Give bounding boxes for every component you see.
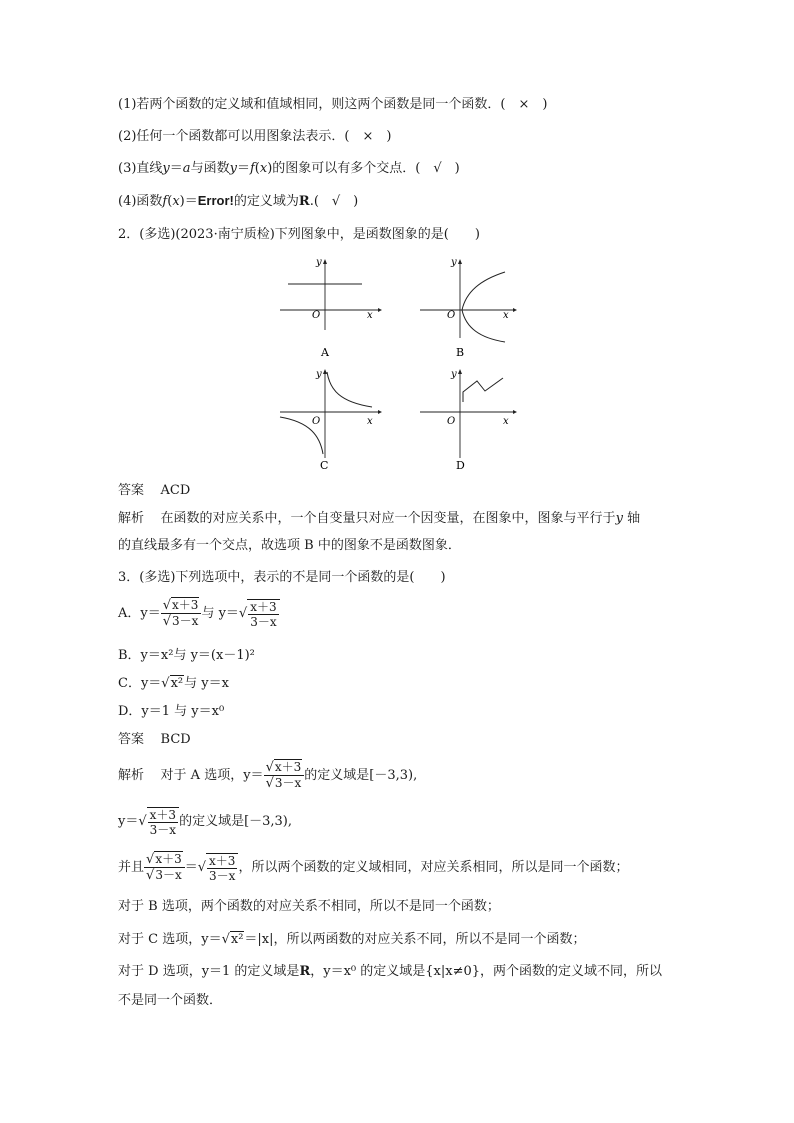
explanation-3-line7: 不是同一个函数． bbox=[118, 993, 223, 1008]
explanation-2-line1: 解析 在函数的对应关系中，一个自变量只对应一个因变量，在图象中，图象与平行于y 轴 bbox=[118, 511, 641, 526]
graph-label-c: C bbox=[320, 459, 329, 472]
explanation-3-line6: 对于 D 选项，y＝1 的定义域是R，y＝x⁰ 的定义域是{x|x≠0}，两个函数的定义域不同，所以 bbox=[118, 964, 663, 979]
axis-x-label: x bbox=[367, 416, 373, 427]
fraction: $\frac{√x+3}{√3-x}$ bbox=[161, 598, 202, 629]
origin-label: O bbox=[312, 310, 321, 321]
graph-label-d: D bbox=[456, 459, 465, 472]
explanation-3-line5: 对于 C 选项，y＝√x²＝|x|，所以两函数的对应关系不同，所以不是同一个函数； bbox=[118, 932, 586, 947]
judgement-1: (1)若两个函数的定义域和值域相同，则这两个函数是同一个函数．( × ) bbox=[118, 97, 548, 112]
option-b: B．y＝x²与 y＝(x－1)² bbox=[118, 648, 255, 663]
graph-c bbox=[280, 369, 382, 472]
answer-3: 答案 BCD bbox=[118, 732, 191, 747]
judgement-3: (3)直线y＝a与函数y＝f(x)的图象可以有多个交点．( √ ) bbox=[118, 161, 460, 176]
axis-x-label: x bbox=[503, 310, 509, 321]
origin-label: O bbox=[447, 416, 456, 427]
graph-a bbox=[280, 257, 382, 359]
fraction: $\frac{x+3}{3-x}$ bbox=[247, 599, 279, 629]
origin-label: O bbox=[312, 416, 321, 427]
axis-y-label: y bbox=[451, 369, 457, 380]
question-3: 3．(多选)下列选项中，表示的不是同一个函数的是( ) bbox=[118, 570, 446, 585]
origin-label: O bbox=[447, 310, 456, 321]
explanation-3-line1: 解析 对于 A 选项，y＝ $\frac{√x+3}{√3-x}$ 的定义域是[－3,3), bbox=[118, 760, 418, 791]
option-d: D．y＝1 与 y＝x⁰ bbox=[118, 704, 225, 719]
axis-x-label: x bbox=[367, 310, 373, 321]
function-graphs bbox=[270, 250, 530, 478]
axis-y-label: y bbox=[316, 369, 322, 380]
axis-y-label: y bbox=[451, 257, 457, 268]
explanation-3-line4: 对于 B 选项，两个函数的对应关系不相同，所以不是同一个函数； bbox=[118, 899, 500, 914]
judgement-2: (2)任何一个函数都可以用图象法表示．( × ) bbox=[118, 129, 392, 144]
graph-label-b: B bbox=[456, 346, 465, 359]
answer-2: 答案 ACD bbox=[118, 483, 191, 498]
fraction: $\frac{x+3}{3-x}$ bbox=[147, 807, 179, 837]
option-a: A．y＝ $\frac{√x+3}{√3-x}$ 与 y＝√ $\frac{x+3}{3-x}$ bbox=[118, 598, 280, 629]
graph-d bbox=[420, 369, 517, 472]
axis-x-label: x bbox=[503, 416, 509, 427]
fraction: $\frac{x+3}{3-x}$ bbox=[206, 853, 238, 883]
graph-label-a: A bbox=[321, 346, 329, 359]
question-2: 2．(多选)(2023·南宁质检)下列图象中，是函数图象的是( ) bbox=[118, 227, 480, 242]
option-c: C．y＝√x²与 y＝x bbox=[118, 676, 229, 691]
explanation-2-line2: 的直线最多有一个交点，故选项 B 中的图象不是函数图象． bbox=[118, 538, 461, 553]
graph-b bbox=[420, 257, 517, 359]
explanation-3-line3: 并且 $\frac{√x+3}{√3-x}$ ＝√ $\frac{x+3}{3-x}$ ，所以两个函数的定义域相同，对应关系相同，所以是同一个函数； bbox=[118, 852, 629, 883]
fraction: $\frac{√x+3}{√3-x}$ bbox=[264, 760, 305, 791]
judgement-4: (4)函数f(x)＝Error!的定义域为R.( √ ) bbox=[118, 193, 359, 209]
fraction: $\frac{√x+3}{√3-x}$ bbox=[144, 852, 185, 883]
explanation-3-line2: y＝√ $\frac{x+3}{3-x}$ 的定义域是[－3,3), bbox=[118, 807, 293, 837]
axis-y-label: y bbox=[316, 257, 322, 268]
